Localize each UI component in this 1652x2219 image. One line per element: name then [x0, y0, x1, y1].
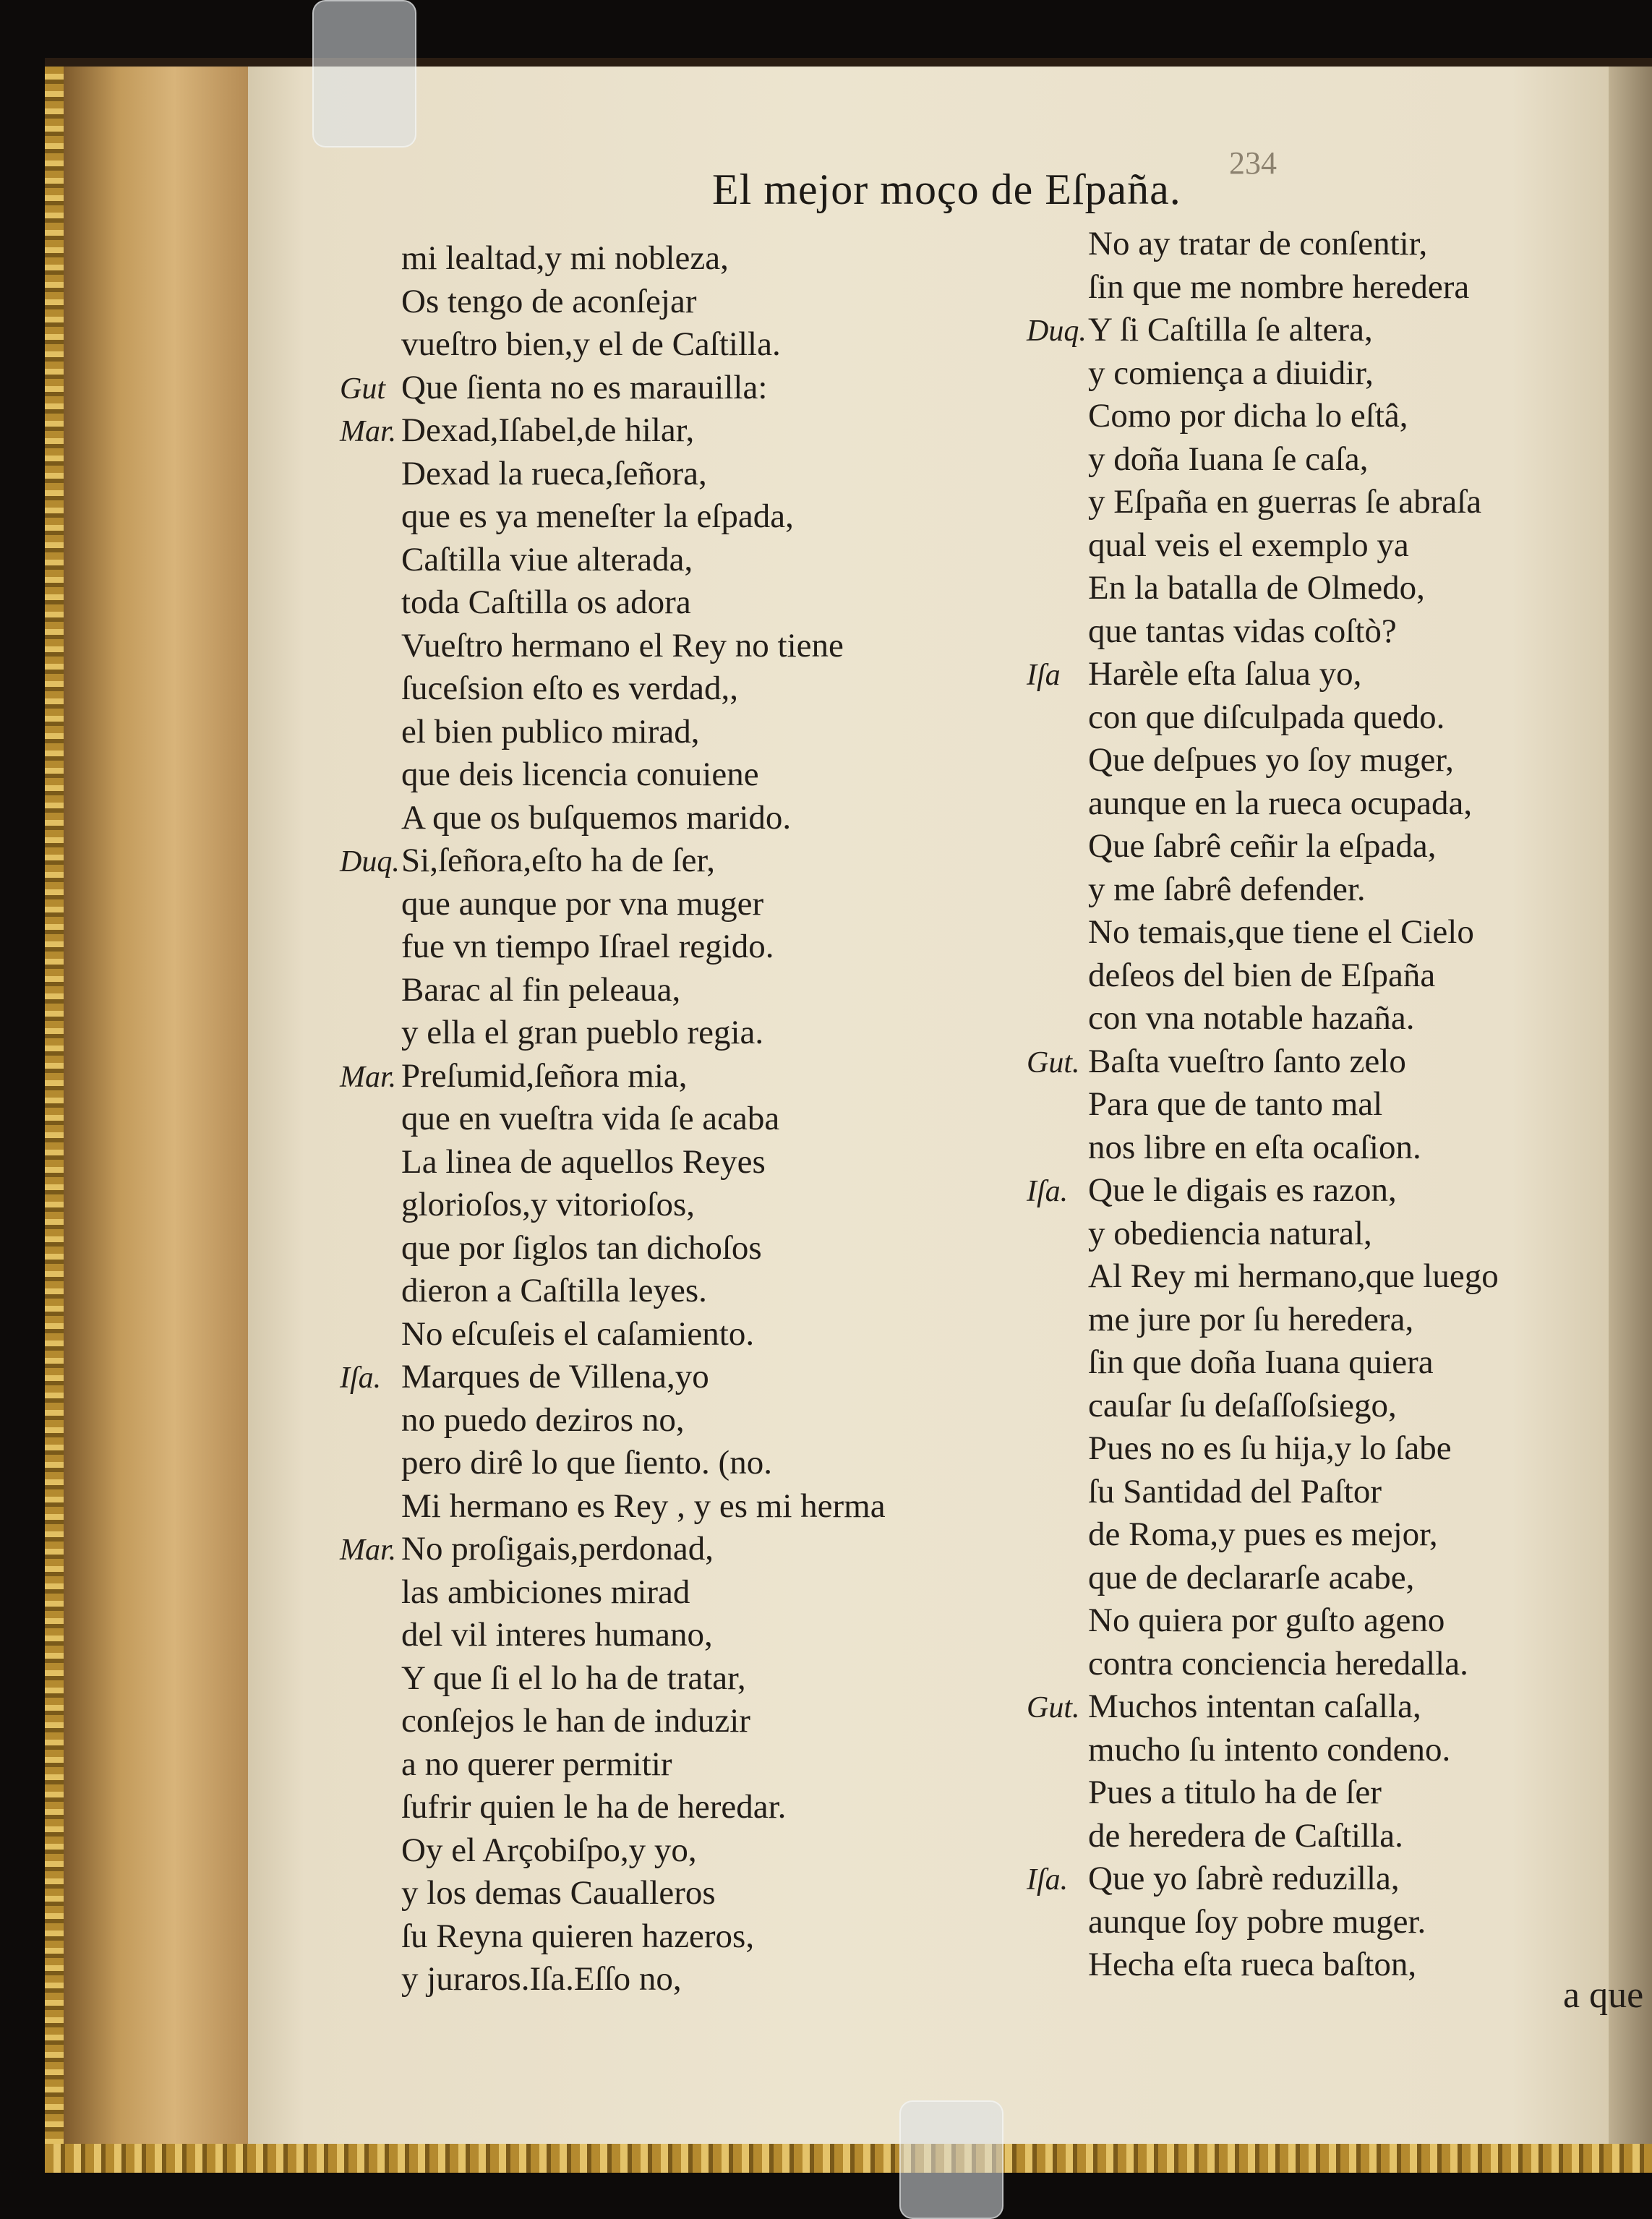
- verse-line: [1027, 309, 1591, 352]
- verse-line: [1027, 524, 1591, 568]
- verse-line: [340, 1958, 990, 2001]
- verse-line: [1027, 1643, 1591, 1686]
- verse-line: [1027, 782, 1591, 826]
- verse-text: No ay tratar de conſentir,: [1088, 225, 1428, 262]
- gilt-spine-edge: [45, 67, 64, 2167]
- verse-line: [1027, 997, 1591, 1040]
- speaker-label: Gut: [340, 372, 385, 406]
- folio-number: 234: [1229, 145, 1277, 181]
- verse-text: aunque en la rueca ocupada,: [1088, 784, 1473, 822]
- verse-line: [1027, 1471, 1591, 1514]
- verse-line: [1027, 1126, 1591, 1170]
- page-block-edge: [64, 67, 248, 2167]
- verse-text: Vueſtro hermano el Rey no tiene: [401, 626, 844, 664]
- verse-line: [1027, 1557, 1591, 1600]
- verse-text: que aunque por vna muger: [401, 884, 764, 923]
- verse-line: [340, 1141, 990, 1184]
- verse-line: [340, 1872, 990, 1915]
- verse-line: [1027, 1083, 1591, 1126]
- verse-text: no puedo deziros no,: [401, 1401, 685, 1439]
- verse-text: En la batalla de Olmedo,: [1088, 569, 1425, 607]
- verse-text: ſufrir quien le ha de heredar.: [401, 1788, 787, 1826]
- verse-text: ſin que doña Iuana quiera: [1088, 1343, 1434, 1381]
- verse-line: [1027, 1341, 1591, 1385]
- verse-text: me jure por ſu heredera,: [1088, 1300, 1414, 1338]
- verse-text: glorioſos,y vitorioſos,: [401, 1186, 696, 1223]
- verse-text: conſejos le han de induzir: [401, 1702, 750, 1740]
- verse-text: Marques de Villena,yo: [401, 1358, 709, 1395]
- verse-text: ſuceſsion eſto es verdad,,: [401, 670, 738, 707]
- verse-text: Mi hermano es Rey , y es mi herma: [401, 1487, 886, 1525]
- verse-line: [340, 883, 990, 926]
- verse-text: y obediencia natural,: [1088, 1214, 1372, 1252]
- verse-line: [1027, 653, 1591, 696]
- verse-text: y juraros.Iſa.Eſſo no,: [401, 1960, 682, 1998]
- verse-line: [1027, 1513, 1591, 1557]
- speaker-label: Iſa.: [1027, 1863, 1069, 1897]
- verse-line: [1027, 1169, 1591, 1213]
- speaker-label: Mar.: [340, 1060, 397, 1094]
- verse-text: pero dirê lo que ſiento. (no.: [401, 1444, 772, 1482]
- speaker-label: Mar.: [340, 1534, 397, 1567]
- verse-text: Os tengo de aconſejar: [401, 282, 697, 320]
- verse-text: las ambiciones mirad: [401, 1573, 690, 1611]
- verse-line: [1027, 954, 1591, 998]
- verse-text: Si,ſeñora,eſto ha de ſer,: [401, 842, 716, 879]
- verse-text: No quiera por guſto ageno: [1088, 1602, 1445, 1639]
- verse-line: [340, 1442, 990, 1485]
- verse-line: [340, 1657, 990, 1701]
- verse-text: No temais,que tiene el Cielo: [1088, 913, 1474, 951]
- verse-text: dieron a Caſtilla leyes.: [401, 1272, 707, 1309]
- verse-line: [340, 453, 990, 496]
- verse-text: Muchos intentan caſalla,: [1088, 1688, 1421, 1725]
- verse-line: [340, 1270, 990, 1313]
- verse-line: [340, 1055, 990, 1098]
- verse-text: que deis licencia conuiene: [401, 756, 759, 793]
- verse-line: [340, 1098, 990, 1141]
- verse-line: [1027, 266, 1591, 309]
- verse-text: Al Rey mi hermano,que luego: [1088, 1257, 1499, 1295]
- verse-text: y ella el gran pueblo regia.: [401, 1014, 764, 1051]
- verse-line: [1027, 1299, 1591, 1342]
- verse-line: [1027, 1771, 1591, 1815]
- verse-text: Y que ſi el lo ha de tratar,: [401, 1659, 746, 1697]
- verse-line: [1027, 1901, 1591, 1944]
- verse-text: que de declararſe acabe,: [1088, 1558, 1415, 1596]
- verse-line: [340, 1700, 990, 1743]
- verse-line: [340, 625, 990, 668]
- verse-line: [340, 1614, 990, 1657]
- verse-text: Pues no es ſu hija,y lo ſabe: [1088, 1429, 1452, 1467]
- verse-text: y los demas Caualleros: [401, 1874, 716, 1912]
- left-verse-column: [340, 237, 990, 2001]
- speaker-label: Iſa: [1027, 659, 1061, 692]
- verse-line: [340, 581, 990, 625]
- verse-text: y comiença a diuidir,: [1088, 354, 1374, 392]
- verse-line: [1027, 1815, 1591, 1858]
- verse-line: [1027, 1427, 1591, 1471]
- verse-text: deſeos del bien de Eſpaña: [1088, 956, 1436, 994]
- verse-line: [340, 1012, 990, 1055]
- verse-line: [340, 409, 990, 453]
- verse-text: el bien publico mirad,: [401, 712, 700, 751]
- verse-line: [340, 1571, 990, 1615]
- verse-text: Oy el Arçobiſpo,y yo,: [401, 1831, 697, 1869]
- verse-text: de heredera de Caſtilla.: [1088, 1816, 1403, 1855]
- verse-line: [340, 323, 990, 367]
- verse-text: No eſcuſeis el caſamiento.: [401, 1314, 755, 1353]
- verse-text: ſu Santidad del Paſtor: [1088, 1472, 1382, 1510]
- verse-text: Para que de tanto mal: [1088, 1085, 1383, 1123]
- verse-text: del vil interes humano,: [401, 1616, 713, 1654]
- speaker-label: Mar.: [340, 415, 397, 448]
- speaker-label: Gut.: [1027, 1691, 1080, 1724]
- verse-text: Baſta vueſtro ſanto zelo: [1088, 1042, 1406, 1080]
- verse-text: Que yo ſabrè reduzilla,: [1088, 1860, 1400, 1897]
- verse-text: toda Caſtilla os adora: [401, 583, 691, 621]
- verse-line: [1027, 352, 1591, 396]
- verse-line: [340, 1743, 990, 1787]
- verse-text: que por ſiglos tan dichoſos: [401, 1228, 762, 1267]
- verse-line: [1027, 1255, 1591, 1299]
- verse-text: y doña Iuana ſe caſa,: [1088, 440, 1369, 478]
- verse-text: a no querer permitir: [401, 1745, 672, 1783]
- verse-text: ſu Reyna quieren hazeros,: [401, 1917, 755, 1955]
- running-head: El mejor moço de Eſpaña.: [712, 166, 1181, 213]
- verse-line: [340, 969, 990, 1012]
- verse-line: [1027, 911, 1591, 954]
- verse-text: La linea de aquellos Reyes: [401, 1142, 766, 1181]
- verse-line: [340, 753, 990, 797]
- gilt-bottom-edge: [45, 2144, 1652, 2173]
- verse-text: que tantas vidas coſtò?: [1088, 612, 1397, 650]
- verse-line: [340, 367, 990, 410]
- right-verse-column: [1027, 223, 1591, 1987]
- verse-text: con que diſculpada quedo.: [1088, 698, 1445, 736]
- verse-line: [1027, 610, 1591, 654]
- verse-text: Que deſpues yo ſoy muger,: [1088, 741, 1454, 779]
- verse-text: contra conciencia heredalla.: [1088, 1644, 1468, 1683]
- verse-line: [340, 839, 990, 883]
- verse-line: [1027, 481, 1591, 524]
- page-clip-top: [312, 0, 416, 147]
- verse-text: que es ya meneſter la eſpada,: [401, 497, 794, 535]
- speaker-label: Gut.: [1027, 1046, 1080, 1079]
- verse-text: Que le digais es razon,: [1088, 1171, 1397, 1209]
- gutter-shadow: [1609, 67, 1652, 2167]
- verse-line: [1027, 223, 1591, 266]
- catchword: a que: [1563, 1975, 1644, 2016]
- verse-text: Como por dicha lo eſtâ,: [1088, 397, 1408, 435]
- verse-line: [1027, 567, 1591, 610]
- speaker-label: Iſa.: [1027, 1175, 1069, 1208]
- verse-line: [340, 797, 990, 840]
- verse-line: [1027, 1213, 1591, 1256]
- verse-line: [1027, 825, 1591, 868]
- verse-line: [1027, 1857, 1591, 1901]
- verse-text: fue vn tiempo Iſrael regido.: [401, 928, 774, 965]
- verse-text: Dexad la rueca,ſeñora,: [401, 454, 707, 492]
- verse-line: [340, 1356, 990, 1399]
- verse-text: aunque ſoy pobre muger.: [1088, 1902, 1426, 1941]
- verse-text: con vna notable hazaña.: [1088, 999, 1415, 1037]
- verse-line: [340, 667, 990, 711]
- verse-line: [340, 711, 990, 754]
- verse-line: [1027, 1729, 1591, 1772]
- page-clip-bottom: [899, 2100, 1003, 2219]
- verse-line: [340, 539, 990, 582]
- verse-text: Caſtilla viue alterada,: [401, 540, 693, 578]
- verse-text: Hecha eſta rueca baſton,: [1088, 1946, 1417, 1983]
- verse-line: [340, 1485, 990, 1528]
- verse-line: [340, 1786, 990, 1829]
- verse-text: Pues a titulo ha de ſer: [1088, 1774, 1382, 1811]
- verse-line: [340, 495, 990, 539]
- verse-text: ſin que me nombre heredera: [1088, 268, 1470, 306]
- verse-line: [340, 925, 990, 969]
- verse-text: y Eſpaña en guerras ſe abraſa: [1088, 483, 1482, 521]
- verse-line: [1027, 438, 1591, 482]
- verse-text: que en vueſtra vida ſe acaba: [401, 1100, 780, 1137]
- verse-text: cauſar ſu deſaſſoſsiego,: [1088, 1386, 1397, 1424]
- verse-text: Harèle eſta ſalua yo,: [1088, 655, 1362, 693]
- verse-line: [1027, 1040, 1591, 1084]
- verse-line: [1027, 868, 1591, 912]
- verse-line: [340, 1227, 990, 1270]
- verse-text: Que ſabrê ceñir la eſpada,: [1088, 827, 1437, 865]
- verse-line: [1027, 739, 1591, 782]
- verse-text: nos libre en eſta ocaſion.: [1088, 1128, 1421, 1166]
- verse-text: qual veis el exemplo ya: [1088, 526, 1409, 564]
- verse-line: [340, 1528, 990, 1571]
- verse-text: A que os buſquemos marido.: [401, 798, 792, 837]
- verse-text: Que ſienta no es marauilla:: [401, 368, 768, 406]
- verse-line: [340, 237, 990, 281]
- verse-text: Preſumid,ſeñora mia,: [401, 1056, 688, 1095]
- speaker-label: Iſa.: [340, 1361, 382, 1395]
- verse-text: Dexad,Iſabel,de hilar,: [401, 411, 695, 449]
- verse-line: [1027, 696, 1591, 740]
- verse-line: [1027, 395, 1591, 438]
- verse-line: [1027, 1599, 1591, 1643]
- verse-text: vueſtro bien,y el de Caſtilla.: [401, 325, 781, 363]
- verse-line: [1027, 1944, 1591, 1987]
- verse-text: de Roma,y pues es mejor,: [1088, 1515, 1438, 1553]
- verse-text: y me ſabrê defender.: [1088, 870, 1366, 908]
- verse-line: [340, 1184, 990, 1227]
- verse-line: [340, 1915, 990, 1959]
- speaker-label: Duq.: [1027, 315, 1087, 348]
- verse-line: [340, 1399, 990, 1442]
- verse-text: mi lealtad,y mi nobleza,: [401, 239, 729, 277]
- verse-line: [340, 281, 990, 324]
- verse-text: No proſigais,perdonad,: [401, 1530, 714, 1568]
- verse-line: [340, 1829, 990, 1873]
- verse-text: Barac al fin peleaua,: [401, 970, 681, 1009]
- speaker-label: Duq.: [340, 845, 400, 878]
- verse-line: [1027, 1685, 1591, 1729]
- verse-line: [1027, 1385, 1591, 1428]
- verse-text: Y ſi Caſtilla ſe altera,: [1088, 311, 1373, 349]
- verse-text: mucho ſu intento condeno.: [1088, 1730, 1451, 1769]
- verse-line: [340, 1313, 990, 1356]
